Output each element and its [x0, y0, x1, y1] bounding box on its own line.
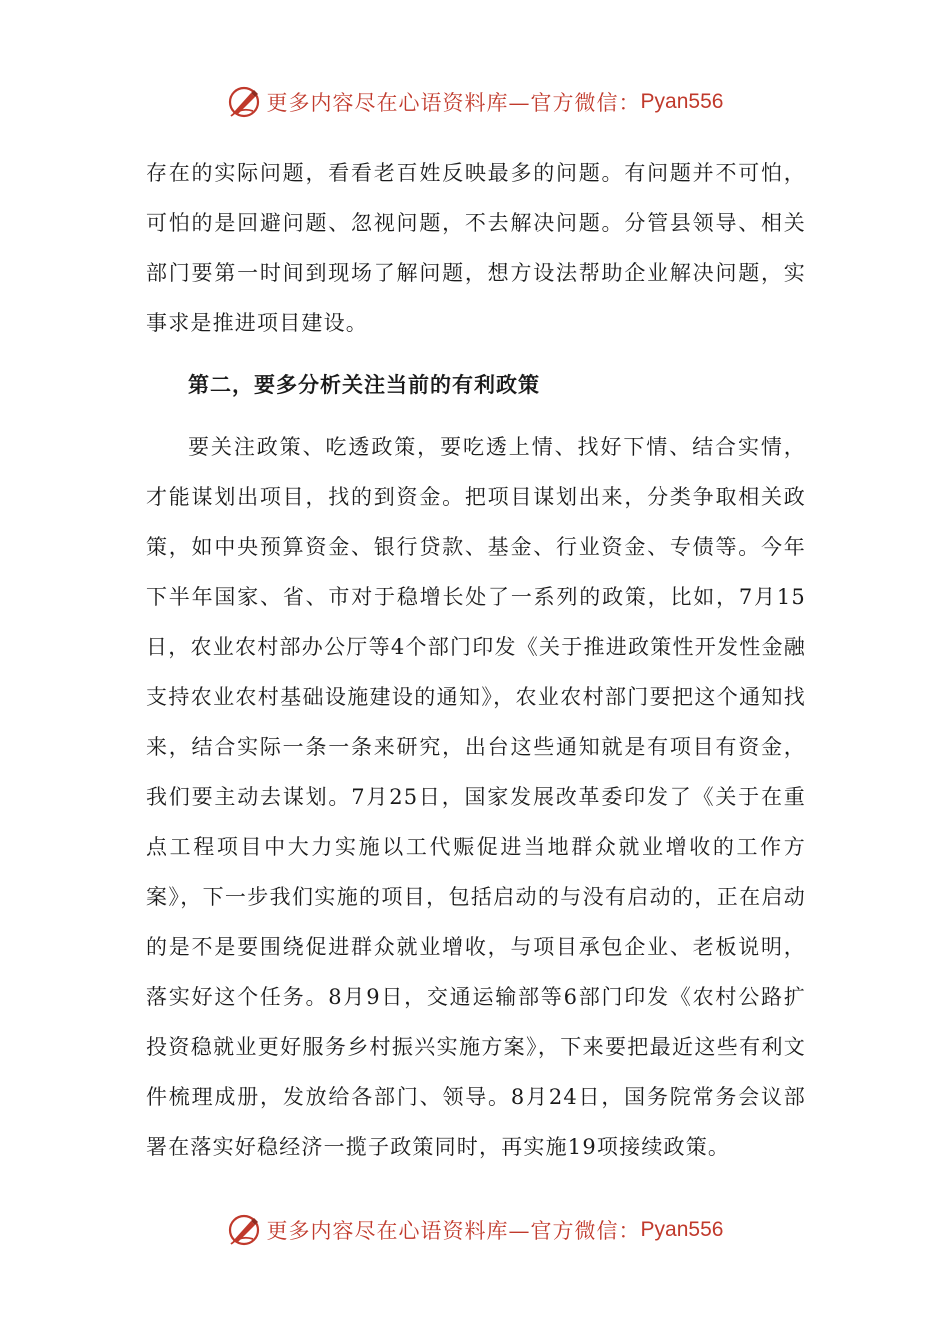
banner-wechat-id: Pyan556	[640, 90, 724, 113]
document-body	[146, 148, 806, 1172]
paragraph-policy: 要关注政策、吃透政策，要吃透上情、找好下情、结合实情，才能谋划出项目，找的到资金。把项目谋划出来，分类争取相关政策，如中央预算资金、银行贷款、基金、行业资金、专债等。今年下半年国家、省、市对于稳增长处了一系列的政策，比如，7月15日，农业农村部办公厅等4个部门印发《关于推进政策性开发性金融支持农业农村基础设施建设的通知》，农业农村部门要把这个通知找来，结合实际一条一条来研究，出台这些通知就是有项目有资金，我们要主动去谋划。7月25日，国家发展改革委印发了《关于在重点工程项目中大力实施以工代赈促进当地群众就业增收的工作方案》，下一步我们实施的项目，包括启动的与没有启动的，正在启动的是不是要围绕促进群众就业增收，与项目承包企业、老板说明，落实好这个任务。8月9日，交通运输部等6部门印发《农村公路扩投资稳就业更好服务乡村振兴实施方案》，下来要把最近这些有利文件梳理成册，发放给各部门、领导。8月24日，国务院常务会议部署在落实好稳经济一揽子政策同时，再实施19项接续政策。	[146, 435, 806, 1159]
banner-wechat-id: Pyan556	[640, 1218, 724, 1241]
pen-logo-icon	[227, 1213, 261, 1247]
section-heading: 第二，要多分析关注当前的有利政策	[188, 373, 540, 397]
pen-logo-icon	[227, 85, 261, 119]
banner-site-text: 更多内容尽在心语资料库—官方微信：	[266, 91, 641, 115]
banner-site-text: 更多内容尽在心语资料库—官方微信：	[266, 1219, 641, 1243]
paragraph-continued: 存在的实际问题，看看老百姓反映最多的问题。有问题并不可怕，可怕的是回避问题、忽视问题，不去解决问题。分管县领导、相关部门要第一时间到现场了解问题，想方设法帮助企业解决问题，实事求是推进项目建设。	[146, 161, 806, 335]
footer-watermark-banner	[0, 1210, 950, 1250]
header-watermark-banner	[0, 82, 950, 122]
